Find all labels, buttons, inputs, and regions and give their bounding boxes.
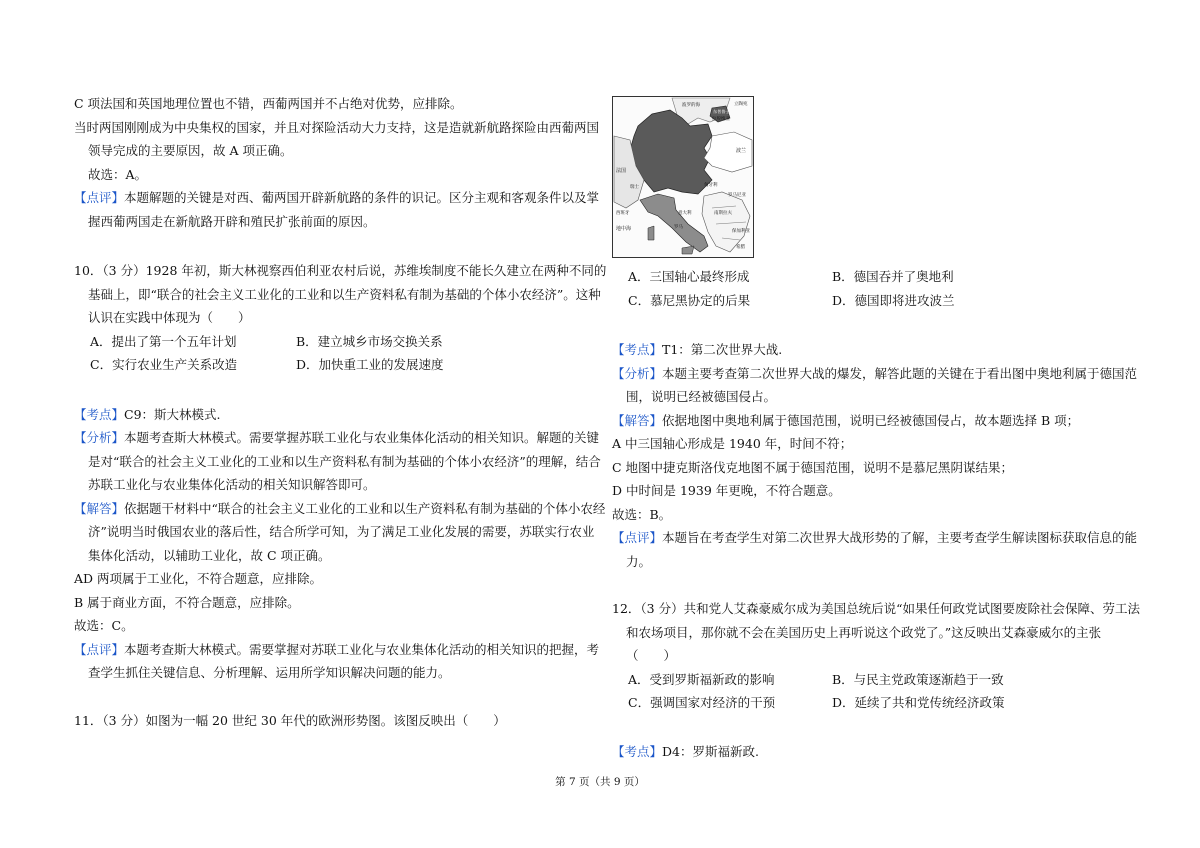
svg-text:瑞士: 瑞士 bbox=[630, 185, 639, 190]
text-line: 力。 bbox=[626, 554, 652, 569]
text-line: 和农场项目，那你就不会在美国历史上再听说这个政党了。”这反映出艾森豪威尔的主张 bbox=[626, 625, 1102, 640]
option-d: D．加快重工业的发展速度 bbox=[296, 357, 444, 372]
svg-text:南斯拉夫: 南斯拉夫 bbox=[714, 211, 732, 216]
analysis-text: 本题主要考查第二次世界大战的爆发，解答此题的关键在于看出图中奥地利属于德国范 bbox=[662, 366, 1138, 381]
kaodian-text: D4：罗斯福新政. bbox=[662, 744, 759, 759]
answer-text: 依据地图中奥地利属于德国范围，说明已经被德国侵占，故本题选择 B 项； bbox=[662, 413, 1080, 428]
option-c: C．强调国家对经济的干预 bbox=[628, 695, 776, 710]
text-line: A 中三国轴心形成是 1940 年，时间不符； bbox=[612, 436, 853, 451]
option-b: B．德国吞并了奥地利 bbox=[832, 269, 954, 284]
text-line: 握西葡两国走在新航路开辟和殖民扩张前面的原因。 bbox=[88, 214, 376, 229]
question-10: 10．（3 分）1928 年初，斯大林视察西伯利亚农村后说，苏维埃制度不能长久建立在两种不同的 bbox=[74, 263, 607, 278]
comment-line bbox=[74, 642, 599, 658]
text-line: 当时两国刚刚成为中央集权的国家，并且对探险活动大力支持，这是造就新航路探险由西葡两国 bbox=[74, 120, 600, 135]
answer-line bbox=[74, 501, 605, 517]
svg-text:保加利亚: 保加利亚 bbox=[732, 229, 750, 234]
analysis-line bbox=[74, 430, 599, 446]
analysis-text: 本题考查斯大林模式。需要掌握苏联工业化与农业集体化活动的相关知识。解题的关键 bbox=[124, 430, 600, 445]
text-line: 集体化活动，以辅助工业化，故 C 项正确。 bbox=[88, 548, 331, 563]
text-line: 故选：B。 bbox=[612, 507, 672, 522]
analysis-tag: 【分析】 bbox=[74, 430, 125, 445]
svg-text:希腊: 希腊 bbox=[736, 245, 745, 250]
svg-text:西班牙: 西班牙 bbox=[616, 211, 630, 216]
svg-text:罗马尼亚: 罗马尼亚 bbox=[728, 193, 746, 198]
kaodian-tag: 【考点】 bbox=[612, 744, 663, 759]
text-line: AD 两项属于工业化，不符合题意，应排除。 bbox=[74, 571, 323, 586]
text-line: C 项法国和英国地理位置也不错，西葡两国并不占绝对优势，应排除。 bbox=[74, 96, 463, 111]
answer-text: 依据题干材料中“联合的社会主义工业化的工业和以生产资料私有制为基础的个体小农经 bbox=[124, 501, 606, 516]
text-line: 故选：C。 bbox=[74, 618, 134, 633]
europe-1930s-map bbox=[612, 96, 754, 258]
text-line: （ ） bbox=[626, 648, 677, 663]
kaodian-line bbox=[612, 342, 782, 358]
option-d: D．德国即将进攻波兰 bbox=[832, 293, 955, 308]
svg-text:拉脱维亚: 拉脱维亚 bbox=[712, 117, 730, 122]
svg-text:东普鲁士: 东普鲁士 bbox=[713, 109, 730, 114]
kaodian-line bbox=[74, 407, 221, 423]
question-11: 11．（3 分）如图为一幅 20 世纪 30 年代的欧洲形势图。该图反映出（ ） bbox=[74, 713, 506, 728]
question-12: 12．（3 分）共和党人艾森豪威尔成为美国总统后说“如果任何政党试图要废除社会保障、劳工法 bbox=[612, 601, 1140, 616]
kaodian-tag: 【考点】 bbox=[74, 407, 125, 422]
svg-text:匈牙利: 匈牙利 bbox=[704, 183, 718, 188]
kaodian-line bbox=[612, 744, 759, 760]
kaodian-tag: 【考点】 bbox=[612, 342, 663, 357]
text-line: C 地图中捷克斯洛伐克地图不属于德国范围，说明不是慕尼黑阴谋结果； bbox=[612, 460, 1014, 475]
option-a: A．三国轴心最终形成 bbox=[628, 269, 750, 284]
option-b: B．与民主党政策逐渐趋于一致 bbox=[832, 672, 1004, 687]
option-c: C．实行农业生产关系改造 bbox=[90, 357, 238, 372]
comment-tag: 【点评】 bbox=[74, 642, 125, 657]
svg-text:法国: 法国 bbox=[616, 168, 627, 174]
kaodian-text: T1：第二次世界大战. bbox=[662, 342, 783, 357]
page-footer: 第 7 页（共 9 页） bbox=[555, 776, 645, 788]
comment-text: 本题旨在考查学生对第二次世界大战形势的了解，主要考查学生解读图标获取信息的能 bbox=[662, 530, 1138, 545]
option-d: D．延续了共和党传统经济政策 bbox=[832, 695, 1005, 710]
answer-tag: 【解答】 bbox=[612, 413, 663, 428]
answer-tag: 【解答】 bbox=[74, 501, 125, 516]
text-line: D 中时间是 1939 年更晚，不符合题意。 bbox=[612, 483, 841, 498]
svg-text:罗马: 罗马 bbox=[674, 225, 683, 230]
comment-line bbox=[612, 530, 1137, 546]
svg-text:地中海: 地中海 bbox=[616, 226, 632, 232]
svg-text:波罗的海: 波罗的海 bbox=[682, 103, 700, 108]
text-line: 基础上，即“联合的社会主义工业化的工业和以生产资料私有制为基础的个体小农经济”。这种 bbox=[88, 287, 601, 302]
analysis-tag: 【分析】 bbox=[612, 366, 663, 381]
analysis-line bbox=[612, 366, 1137, 382]
text-line: 围，说明已经被德国侵占。 bbox=[626, 389, 777, 404]
comment-text: 本题解题的关键是对西、葡两国开辟新航路的条件的识记。区分主观和客观条件以及掌 bbox=[124, 190, 600, 205]
svg-text:意大利: 意大利 bbox=[678, 211, 692, 216]
svg-text:波兰: 波兰 bbox=[736, 148, 747, 154]
text-line: B 属于商业方面，不符合题意，应排除。 bbox=[74, 595, 300, 610]
comment-tag: 【点评】 bbox=[74, 190, 125, 205]
text-line: 认识在实践中体现为（ ） bbox=[88, 310, 251, 325]
text-line: 济”说明当时俄国农业的落后性，结合所学可知，为了满足工业化发展的需要，苏联实行农业 bbox=[88, 524, 595, 539]
kaodian-text: C9：斯大林模式. bbox=[124, 407, 221, 422]
answer-line bbox=[612, 413, 1079, 429]
text-line: 故选：A。 bbox=[88, 167, 148, 182]
text-line: 苏联工业化与农业集体化活动的相关知识解答即可。 bbox=[88, 477, 376, 492]
text-line: 领导完成的主要原因，故 A 项正确。 bbox=[88, 143, 293, 158]
svg-text:立陶宛: 立陶宛 bbox=[734, 102, 748, 107]
text-line: 是对“联合的社会主义工业化的工业和以生产资料私有制为基础的个体小农经济”的理解，结合 bbox=[88, 454, 601, 469]
text-line: 查学生抓住关键信息、分析理解、运用所学知识解决问题的能力。 bbox=[88, 665, 451, 680]
comment-text: 本题考查斯大林模式。需要掌握对苏联工业化与农业集体化活动的相关知识的把握，考 bbox=[124, 642, 600, 657]
option-a: A．受到罗斯福新政的影响 bbox=[628, 672, 775, 687]
option-b: B．建立城乡市场交换关系 bbox=[296, 334, 443, 349]
option-a: A．提出了第一个五年计划 bbox=[90, 334, 237, 349]
option-c: C．慕尼黑协定的后果 bbox=[628, 293, 751, 308]
comment-tag: 【点评】 bbox=[612, 530, 663, 545]
comment-line bbox=[74, 190, 599, 206]
